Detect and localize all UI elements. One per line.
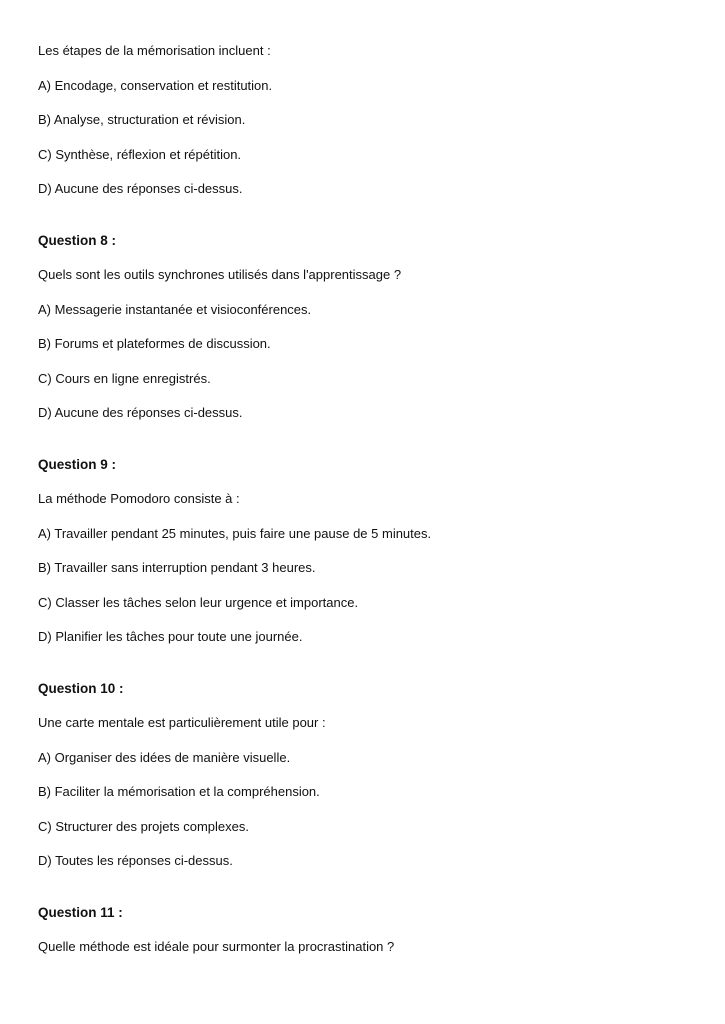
question-7-option-b: B) Analyse, structuration et révision.	[38, 112, 246, 127]
question-9-prompt: La méthode Pomodoro consiste à :	[38, 491, 240, 506]
question-8-option-b: B) Forums et plateformes de discussion.	[38, 336, 271, 351]
question-8-option-c: C) Cours en ligne enregistrés.	[38, 371, 211, 386]
question-7-prompt: Les étapes de la mémorisation incluent :	[38, 43, 271, 58]
question-8-prompt: Quels sont les outils synchrones utilisés dans l'apprentissage ?	[38, 267, 402, 282]
question-10-option-a: A) Organiser des idées de manière visuelle.	[38, 750, 291, 765]
question-7-option-c: C) Synthèse, réflexion et répétition.	[38, 147, 242, 162]
question-10-option-d: D) Toutes les réponses ci-dessus.	[38, 853, 233, 868]
question-8-option-d: D) Aucune des réponses ci-dessus.	[38, 405, 243, 420]
question-10-title: Question 10 :	[38, 681, 124, 696]
question-9-option-a: A) Travailler pendant 25 minutes, puis faire une pause de 5 minutes.	[38, 526, 432, 541]
question-7-option-d: D) Aucune des réponses ci-dessus.	[38, 181, 243, 196]
question-8-option-a: A) Messagerie instantanée et visioconférences.	[38, 302, 312, 317]
question-9-option-d: D) Planifier les tâches pour toute une journée.	[38, 629, 303, 644]
question-9-option-b: B) Travailler sans interruption pendant 3 heures.	[38, 560, 316, 575]
question-11-title: Question 11 :	[38, 905, 123, 920]
question-8-title: Question 8 :	[38, 233, 117, 248]
question-9-title: Question 9 :	[38, 457, 117, 472]
question-10-option-b: B) Faciliter la mémorisation et la compréhension.	[38, 784, 320, 799]
question-10-prompt: Une carte mentale est particulièrement utile pour :	[38, 715, 326, 730]
question-10-option-c: C) Structurer des projets complexes.	[38, 819, 249, 834]
question-11-prompt: Quelle méthode est idéale pour surmonter la procrastination ?	[38, 939, 395, 954]
question-9-option-c: C) Classer les tâches selon leur urgence et importance.	[38, 595, 359, 610]
question-7-option-a: A) Encodage, conservation et restitution.	[38, 78, 273, 93]
